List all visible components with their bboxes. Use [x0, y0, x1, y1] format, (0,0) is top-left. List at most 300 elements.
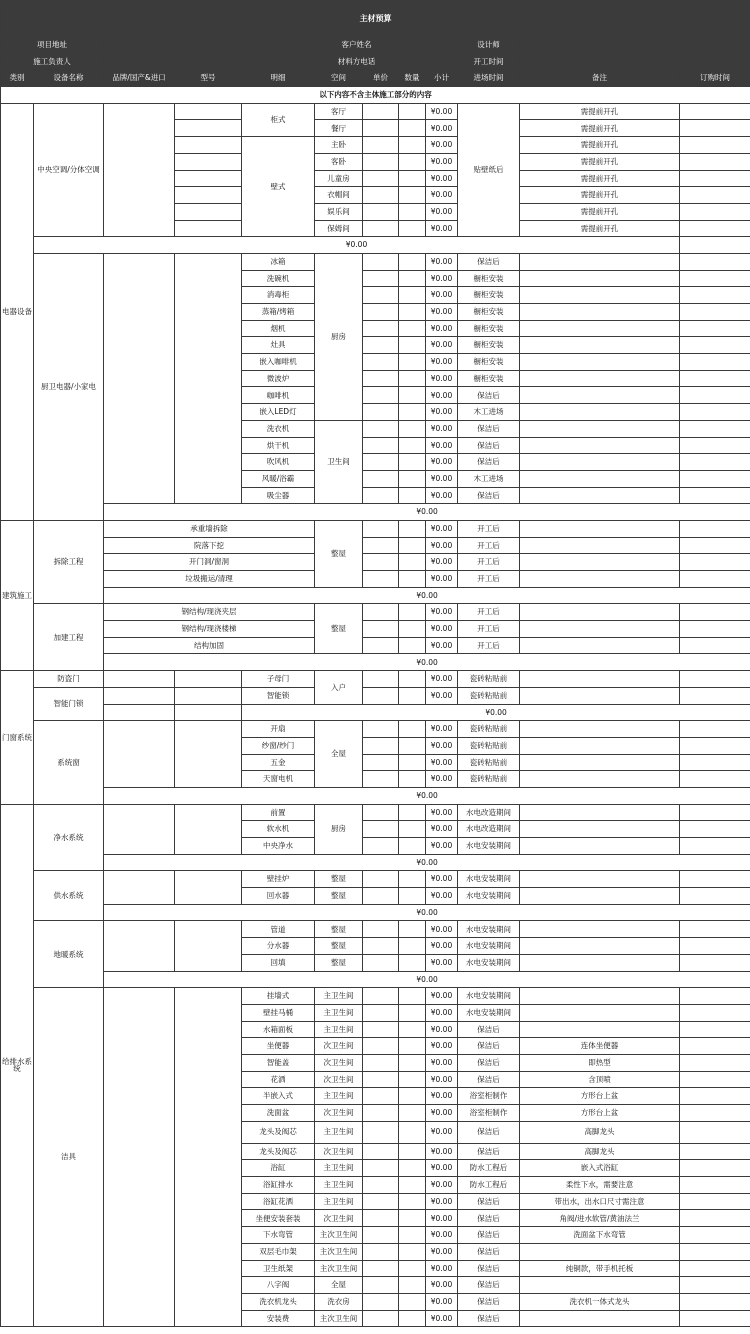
- remark-cell[interactable]: [520, 454, 680, 471]
- unit-price-cell[interactable]: [363, 1243, 399, 1260]
- remark-cell[interactable]: [520, 520, 680, 537]
- unit-price-cell[interactable]: [363, 320, 399, 337]
- order-time-cell[interactable]: [680, 687, 750, 704]
- model-cell[interactable]: [175, 137, 242, 154]
- unit-price-cell[interactable]: [363, 354, 399, 371]
- remark-cell[interactable]: 洗衣机一体式龙头: [520, 1293, 680, 1310]
- order-time-cell[interactable]: [680, 437, 750, 454]
- quantity-cell[interactable]: [399, 621, 426, 638]
- unit-price-cell[interactable]: [363, 1004, 399, 1021]
- quantity-cell[interactable]: [399, 821, 426, 838]
- quantity-cell[interactable]: [399, 604, 426, 621]
- unit-price-cell[interactable]: [363, 1021, 399, 1038]
- quantity-cell[interactable]: [399, 988, 426, 1005]
- remark-cell[interactable]: 需提前开孔: [520, 220, 680, 237]
- order-time-cell[interactable]: [680, 1105, 750, 1122]
- unit-price-cell[interactable]: [363, 1143, 399, 1160]
- remark-cell[interactable]: [520, 637, 680, 654]
- unit-price-cell[interactable]: [363, 571, 399, 588]
- remark-cell[interactable]: [520, 253, 680, 270]
- quantity-cell[interactable]: [399, 1177, 426, 1194]
- quantity-cell[interactable]: [399, 1160, 426, 1177]
- unit-price-cell[interactable]: [363, 1193, 399, 1210]
- brand-cell[interactable]: [104, 253, 175, 503]
- unit-price-cell[interactable]: [363, 270, 399, 287]
- unit-price-cell[interactable]: [363, 1210, 399, 1227]
- unit-price-cell[interactable]: [363, 671, 399, 688]
- quantity-cell[interactable]: [399, 187, 426, 204]
- manager-value[interactable]: [104, 53, 315, 70]
- remark-cell[interactable]: 纯铜款，带手机托板: [520, 1260, 680, 1277]
- quantity-cell[interactable]: [399, 470, 426, 487]
- order-time-cell[interactable]: [680, 804, 750, 821]
- unit-price-cell[interactable]: [363, 187, 399, 204]
- quantity-cell[interactable]: [399, 1021, 426, 1038]
- quantity-cell[interactable]: [399, 1088, 426, 1105]
- order-time-cell[interactable]: [680, 520, 750, 537]
- remark-cell[interactable]: 即热型: [520, 1054, 680, 1071]
- remark-cell[interactable]: 洗面盆下水弯管: [520, 1227, 680, 1244]
- order-time-cell[interactable]: [680, 954, 750, 971]
- brand-cell[interactable]: [104, 103, 175, 237]
- quantity-cell[interactable]: [399, 337, 426, 354]
- order-time-cell[interactable]: [680, 470, 750, 487]
- quantity-cell[interactable]: [399, 771, 426, 788]
- subtotal-cell: ¥0.00: [426, 270, 458, 287]
- order-time-cell[interactable]: [680, 637, 750, 654]
- order-time-cell[interactable]: [680, 771, 750, 788]
- unit-price-cell[interactable]: [363, 387, 399, 404]
- remark-cell[interactable]: [520, 370, 680, 387]
- quantity-cell[interactable]: [399, 838, 426, 855]
- unit-price-cell[interactable]: [363, 721, 399, 738]
- order-time-cell[interactable]: [680, 1177, 750, 1194]
- quantity-cell[interactable]: [399, 220, 426, 237]
- unit-price-cell[interactable]: [363, 1310, 399, 1327]
- model-cell[interactable]: [175, 721, 242, 788]
- remark-cell[interactable]: [520, 954, 680, 971]
- remark-cell[interactable]: [520, 804, 680, 821]
- remark-cell[interactable]: [520, 537, 680, 554]
- model-cell[interactable]: [175, 170, 242, 187]
- entry-time-cell: 水电改造期间: [458, 804, 520, 821]
- order-time-cell[interactable]: [680, 287, 750, 304]
- unit-price-cell[interactable]: [363, 1177, 399, 1194]
- order-time-cell[interactable]: [680, 170, 750, 187]
- order-time-cell[interactable]: [680, 187, 750, 204]
- quantity-cell[interactable]: [399, 304, 426, 321]
- unit-price-cell[interactable]: [363, 1071, 399, 1088]
- remark-cell[interactable]: 高脚龙头: [520, 1121, 680, 1143]
- order-time-cell[interactable]: [680, 871, 750, 888]
- subtotal-cell: ¥0.00: [426, 1177, 458, 1194]
- order-time-cell[interactable]: [680, 354, 750, 371]
- unit-price-cell[interactable]: [363, 921, 399, 938]
- unit-price-cell[interactable]: [363, 687, 399, 704]
- remark-cell[interactable]: 需提前开孔: [520, 153, 680, 170]
- order-time-cell[interactable]: [680, 1004, 750, 1021]
- unit-price-cell[interactable]: [363, 988, 399, 1005]
- order-time-cell[interactable]: [680, 621, 750, 638]
- unit-price-cell[interactable]: [363, 420, 399, 437]
- order-time-cell[interactable]: [680, 270, 750, 287]
- remark-cell[interactable]: [520, 754, 680, 771]
- remark-cell[interactable]: [520, 554, 680, 571]
- order-time-cell[interactable]: [680, 888, 750, 905]
- project-address-value[interactable]: [104, 37, 315, 54]
- order-time-cell[interactable]: [680, 404, 750, 421]
- unit-price-cell[interactable]: [363, 1277, 399, 1294]
- remark-cell[interactable]: [520, 1243, 680, 1260]
- quantity-cell[interactable]: [399, 804, 426, 821]
- unit-price-cell[interactable]: [363, 404, 399, 421]
- unit-price-cell[interactable]: [363, 821, 399, 838]
- quantity-cell[interactable]: [399, 404, 426, 421]
- unit-price-cell[interactable]: [363, 304, 399, 321]
- quantity-cell[interactable]: [399, 253, 426, 270]
- order-time-cell[interactable]: [680, 1260, 750, 1277]
- remark-cell[interactable]: [520, 1021, 680, 1038]
- unit-price-cell[interactable]: [363, 604, 399, 621]
- quantity-cell[interactable]: [399, 938, 426, 955]
- remark-cell[interactable]: [520, 671, 680, 688]
- remark-cell[interactable]: [520, 737, 680, 754]
- order-time-cell[interactable]: [680, 721, 750, 738]
- order-time-cell[interactable]: [680, 387, 750, 404]
- order-time-cell[interactable]: [680, 537, 750, 554]
- unit-price-cell[interactable]: [363, 1038, 399, 1055]
- unit-price-cell[interactable]: [363, 337, 399, 354]
- model-cell[interactable]: [175, 220, 242, 237]
- quantity-cell[interactable]: [399, 1004, 426, 1021]
- remark-cell[interactable]: 含顶喷: [520, 1071, 680, 1088]
- quantity-cell[interactable]: [399, 520, 426, 537]
- quantity-cell[interactable]: [399, 1121, 426, 1143]
- unit-price-cell[interactable]: [363, 537, 399, 554]
- quantity-cell[interactable]: [399, 320, 426, 337]
- order-time-cell[interactable]: [680, 604, 750, 621]
- unit-price-cell[interactable]: [363, 1260, 399, 1277]
- order-time-cell[interactable]: [680, 220, 750, 237]
- brand-cell[interactable]: [104, 871, 175, 904]
- remark-cell[interactable]: 连体坐便器: [520, 1038, 680, 1055]
- quantity-cell[interactable]: [399, 153, 426, 170]
- order-time-cell[interactable]: [680, 821, 750, 838]
- unit-price-cell[interactable]: [363, 771, 399, 788]
- remark-cell[interactable]: [520, 437, 680, 454]
- quantity-cell[interactable]: [399, 287, 426, 304]
- quantity-cell[interactable]: [399, 1071, 426, 1088]
- remark-cell[interactable]: [520, 1310, 680, 1327]
- subtotal-cell: ¥0.00: [426, 671, 458, 688]
- model-cell[interactable]: [175, 103, 242, 120]
- unit-price-cell[interactable]: [363, 1105, 399, 1122]
- unit-price-cell[interactable]: [363, 838, 399, 855]
- unit-price-cell[interactable]: [363, 1054, 399, 1071]
- order-time-cell[interactable]: [680, 103, 750, 120]
- unit-price-cell[interactable]: [363, 871, 399, 888]
- order-time-cell[interactable]: [680, 1088, 750, 1105]
- remark-cell[interactable]: [520, 404, 680, 421]
- quantity-cell[interactable]: [399, 487, 426, 504]
- remark-cell[interactable]: [520, 938, 680, 955]
- model-cell[interactable]: [175, 671, 242, 688]
- model-cell[interactable]: [175, 687, 242, 704]
- start-time-value[interactable]: [520, 53, 750, 70]
- unit-price-cell[interactable]: [363, 454, 399, 471]
- remark-cell[interactable]: 需提前开孔: [520, 137, 680, 154]
- brand-cell[interactable]: [104, 704, 175, 721]
- remark-cell[interactable]: 角阀/进水软管/黄油法兰: [520, 1210, 680, 1227]
- quantity-cell[interactable]: [399, 454, 426, 471]
- quantity-cell[interactable]: [399, 420, 426, 437]
- quantity-cell[interactable]: [399, 637, 426, 654]
- order-time-cell[interactable]: [680, 737, 750, 754]
- quantity-cell[interactable]: [399, 137, 426, 154]
- unit-price-cell[interactable]: [363, 437, 399, 454]
- remark-cell[interactable]: 需提前开孔: [520, 170, 680, 187]
- remark-cell[interactable]: [520, 470, 680, 487]
- quantity-cell[interactable]: [399, 671, 426, 688]
- remark-cell[interactable]: [520, 270, 680, 287]
- unit-price-cell[interactable]: [363, 470, 399, 487]
- remark-cell[interactable]: 需提前开孔: [520, 103, 680, 120]
- remark-cell[interactable]: [520, 354, 680, 371]
- unit-price-cell[interactable]: [363, 1293, 399, 1310]
- unit-price-cell[interactable]: [363, 938, 399, 955]
- quantity-cell[interactable]: [399, 1105, 426, 1122]
- subtotal-cell: ¥0.00: [426, 1277, 458, 1294]
- order-time-cell[interactable]: [680, 1293, 750, 1310]
- remark-cell[interactable]: [520, 838, 680, 855]
- quantity-cell[interactable]: [399, 737, 426, 754]
- quantity-cell[interactable]: [399, 921, 426, 938]
- quantity-cell[interactable]: [399, 437, 426, 454]
- quantity-cell[interactable]: [399, 721, 426, 738]
- order-time-cell[interactable]: [680, 203, 750, 220]
- order-time-cell[interactable]: [680, 137, 750, 154]
- quantity-cell[interactable]: [399, 554, 426, 571]
- designer-value[interactable]: [520, 37, 750, 54]
- unit-price-cell[interactable]: [363, 170, 399, 187]
- unit-price-cell[interactable]: [363, 754, 399, 771]
- order-time-cell[interactable]: [680, 1143, 750, 1160]
- remark-cell[interactable]: 需提前开孔: [520, 203, 680, 220]
- remark-cell[interactable]: [520, 621, 680, 638]
- order-time-cell[interactable]: [680, 253, 750, 270]
- order-time-cell[interactable]: [680, 1121, 750, 1143]
- brand-cell[interactable]: [104, 988, 175, 1327]
- model-cell[interactable]: [175, 187, 242, 204]
- order-time-cell[interactable]: [680, 1210, 750, 1227]
- quantity-cell[interactable]: [399, 1293, 426, 1310]
- quantity-cell[interactable]: [399, 1260, 426, 1277]
- order-time-cell[interactable]: [680, 1193, 750, 1210]
- quantity-cell[interactable]: [399, 354, 426, 371]
- order-time-cell[interactable]: [680, 1021, 750, 1038]
- remark-cell[interactable]: [520, 1004, 680, 1021]
- remark-cell[interactable]: [520, 320, 680, 337]
- quantity-cell[interactable]: [399, 537, 426, 554]
- brand-cell[interactable]: [104, 721, 175, 788]
- unit-price-cell[interactable]: [363, 554, 399, 571]
- order-time-cell[interactable]: [680, 754, 750, 771]
- order-time-cell[interactable]: [680, 921, 750, 938]
- unit-price-cell[interactable]: [363, 804, 399, 821]
- order-time-cell[interactable]: [680, 671, 750, 688]
- brand-cell[interactable]: [104, 671, 175, 688]
- quantity-cell[interactable]: [399, 1193, 426, 1210]
- order-time-cell[interactable]: [680, 1277, 750, 1294]
- order-time-cell[interactable]: [680, 420, 750, 437]
- remark-cell[interactable]: [520, 337, 680, 354]
- model-cell[interactable]: [175, 253, 242, 503]
- model-cell[interactable]: [175, 153, 242, 170]
- order-time-cell[interactable]: [680, 1310, 750, 1327]
- unit-price-cell[interactable]: [363, 120, 399, 137]
- brand-cell[interactable]: [104, 687, 175, 704]
- brand-cell[interactable]: [104, 921, 175, 971]
- material-phone-value[interactable]: [399, 53, 458, 70]
- unit-price-cell[interactable]: [363, 287, 399, 304]
- quantity-cell[interactable]: [399, 754, 426, 771]
- quantity-cell[interactable]: [399, 103, 426, 120]
- remark-cell[interactable]: [520, 871, 680, 888]
- remark-cell[interactable]: [520, 687, 680, 704]
- order-time-cell[interactable]: [680, 571, 750, 588]
- model-cell[interactable]: [175, 203, 242, 220]
- subtotal-cell: ¥0.00: [426, 687, 458, 704]
- quantity-cell[interactable]: [399, 270, 426, 287]
- unit-price-cell[interactable]: [363, 1160, 399, 1177]
- order-time-cell[interactable]: [680, 370, 750, 387]
- unit-price-cell[interactable]: [363, 153, 399, 170]
- model-cell[interactable]: [175, 871, 242, 904]
- remark-cell[interactable]: [520, 304, 680, 321]
- remark-cell[interactable]: 需提前开孔: [520, 120, 680, 137]
- remark-cell[interactable]: [520, 888, 680, 905]
- order-time-cell[interactable]: [680, 838, 750, 855]
- quantity-cell[interactable]: [399, 1054, 426, 1071]
- unit-price-cell[interactable]: [363, 1227, 399, 1244]
- quantity-cell[interactable]: [399, 687, 426, 704]
- unit-price-cell[interactable]: [363, 737, 399, 754]
- quantity-cell[interactable]: [399, 1227, 426, 1244]
- detail-cell: 软水机: [242, 821, 315, 838]
- quantity-cell[interactable]: [399, 1243, 426, 1260]
- remark-cell[interactable]: [520, 1277, 680, 1294]
- order-time-cell[interactable]: [680, 120, 750, 137]
- quantity-cell[interactable]: [399, 370, 426, 387]
- detail-cell: 消毒柜: [242, 287, 315, 304]
- model-cell[interactable]: [175, 988, 242, 1327]
- remark-cell[interactable]: [520, 604, 680, 621]
- unit-price-cell[interactable]: [363, 637, 399, 654]
- remark-cell[interactable]: 方形台上盆: [520, 1105, 680, 1122]
- remark-cell[interactable]: 方形台上盆: [520, 1088, 680, 1105]
- order-time-cell[interactable]: [680, 1243, 750, 1260]
- order-time-cell[interactable]: [680, 304, 750, 321]
- order-time-cell[interactable]: [680, 1227, 750, 1244]
- remark-cell[interactable]: 带出水，出水口尺寸需注意: [520, 1193, 680, 1210]
- order-time-cell[interactable]: [680, 988, 750, 1005]
- order-time-cell[interactable]: [680, 1160, 750, 1177]
- unit-price-cell[interactable]: [363, 1121, 399, 1143]
- unit-price-cell[interactable]: [363, 220, 399, 237]
- unit-price-cell[interactable]: [363, 520, 399, 537]
- model-cell[interactable]: [175, 921, 242, 971]
- detail-cell: 水箱面板: [242, 1021, 315, 1038]
- quantity-cell[interactable]: [399, 1277, 426, 1294]
- model-cell[interactable]: [175, 804, 242, 854]
- unit-price-cell[interactable]: [363, 888, 399, 905]
- quantity-cell[interactable]: [399, 203, 426, 220]
- remark-cell[interactable]: 需提前开孔: [520, 187, 680, 204]
- remark-cell[interactable]: [520, 387, 680, 404]
- unit-price-cell[interactable]: [363, 370, 399, 387]
- remark-cell[interactable]: [520, 821, 680, 838]
- remark-cell[interactable]: [520, 721, 680, 738]
- subtotal-row: [1, 904, 750, 921]
- client-name-value[interactable]: [399, 37, 458, 54]
- quantity-cell[interactable]: [399, 571, 426, 588]
- model-cell[interactable]: [175, 704, 242, 721]
- quantity-cell[interactable]: [399, 120, 426, 137]
- unit-price-cell[interactable]: [363, 103, 399, 120]
- order-time-cell[interactable]: [680, 1054, 750, 1071]
- unit-price-cell[interactable]: [363, 203, 399, 220]
- brand-cell[interactable]: [104, 804, 175, 854]
- quantity-cell[interactable]: [399, 170, 426, 187]
- unit-price-cell[interactable]: [363, 954, 399, 971]
- order-time-cell[interactable]: [680, 153, 750, 170]
- order-time-cell[interactable]: [680, 1038, 750, 1055]
- remark-cell[interactable]: [520, 420, 680, 437]
- quantity-cell[interactable]: [399, 1038, 426, 1055]
- quantity-cell[interactable]: [399, 387, 426, 404]
- order-time-cell[interactable]: [680, 454, 750, 471]
- remark-cell[interactable]: [520, 921, 680, 938]
- model-cell[interactable]: [175, 120, 242, 137]
- unit-price-cell[interactable]: [363, 487, 399, 504]
- order-time-cell[interactable]: [680, 554, 750, 571]
- order-time-cell[interactable]: [680, 487, 750, 504]
- remark-cell[interactable]: 柔性下水，需要注意: [520, 1177, 680, 1194]
- remark-cell[interactable]: 高脚龙头: [520, 1143, 680, 1160]
- order-time-cell[interactable]: [680, 1071, 750, 1088]
- remark-cell[interactable]: 嵌入式浴缸: [520, 1160, 680, 1177]
- quantity-cell[interactable]: [399, 954, 426, 971]
- quantity-cell[interactable]: [399, 1210, 426, 1227]
- quantity-cell[interactable]: [399, 888, 426, 905]
- detail-cell: 咖啡机: [242, 387, 315, 404]
- remark-cell[interactable]: [520, 771, 680, 788]
- unit-price-cell[interactable]: [363, 137, 399, 154]
- remark-cell[interactable]: [520, 988, 680, 1005]
- order-time-cell[interactable]: [680, 938, 750, 955]
- quantity-cell[interactable]: [399, 1310, 426, 1327]
- unit-price-cell[interactable]: [363, 1088, 399, 1105]
- remark-cell[interactable]: [520, 571, 680, 588]
- remark-cell[interactable]: [520, 287, 680, 304]
- unit-price-cell[interactable]: [363, 253, 399, 270]
- quantity-cell[interactable]: [399, 1143, 426, 1160]
- order-time-cell[interactable]: [680, 320, 750, 337]
- unit-price-cell[interactable]: [363, 621, 399, 638]
- remark-cell[interactable]: [520, 487, 680, 504]
- order-time-cell[interactable]: [680, 337, 750, 354]
- quantity-cell[interactable]: [399, 871, 426, 888]
